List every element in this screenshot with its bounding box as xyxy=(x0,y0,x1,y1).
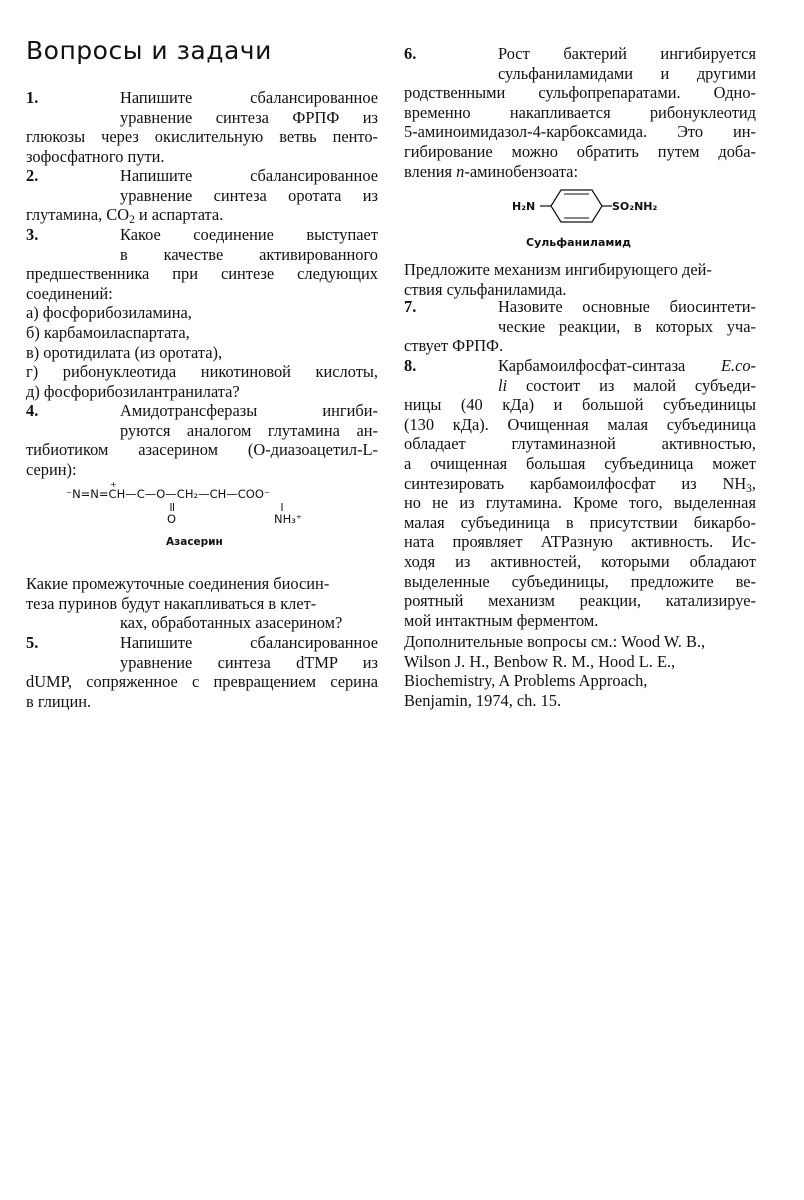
question-line: выделенные субъединицы, предложите ве- xyxy=(404,571,756,591)
list-item: г) рибонуклеотида никотиновой кислоты, xyxy=(26,362,378,382)
question-line: Напишите сбалансированное xyxy=(120,166,378,185)
question-line: ствует ФРПФ. xyxy=(404,336,504,356)
question-line: но не из глутамина. Кроме того, выделенная xyxy=(404,493,756,513)
question-line: Предложите механизм ингибирующего дей- xyxy=(404,260,712,279)
reference-line: Wilson J. H., Benbow R. M., Hood L. E., xyxy=(404,651,676,671)
list-item: в) оротидилата (из оротата), xyxy=(26,342,223,362)
question-line: тибиотиком азасерином (O-диазоацетил-L- xyxy=(26,440,378,460)
list-item: б) карбамоиласпартата, xyxy=(26,322,190,342)
reference-line: Benjamin, 1974, ch. 15. xyxy=(404,690,562,710)
question-number: 8. xyxy=(404,356,417,375)
question-line: обладает глутаминазной активностью, xyxy=(404,434,756,454)
question-line: в глицин. xyxy=(26,691,92,711)
question-4-continued xyxy=(26,574,378,633)
question-number: 6. xyxy=(404,44,417,63)
question-line: сульфаниламидами и другими xyxy=(498,63,756,83)
question-6-continued xyxy=(404,260,756,299)
reference-line: Biochemistry, A Problems Approach, xyxy=(404,671,648,691)
question-line: вления n-аминобензоата: xyxy=(404,161,579,181)
question-line: Карбамоилфосфат-синтаза E.co- xyxy=(498,356,756,375)
azaserine-caption: Азасерин xyxy=(166,536,223,548)
question-line: Какие промежуточные соединения биосин- xyxy=(26,574,330,593)
list-item: д) фосфорибозилантранилата? xyxy=(26,381,240,401)
question-line: 5-аминоимидазол-4-карбоксамида. Это ин- xyxy=(404,122,756,142)
question-line: ницы (40 кДа) и большой субъединицы xyxy=(404,395,756,415)
question-number: 2. xyxy=(26,166,39,185)
question-line: временно накапливается рибонуклеотид xyxy=(404,102,756,122)
question-number: 1. xyxy=(26,88,39,107)
benzene-ring xyxy=(551,190,602,222)
question-line: глюкозы через окислительную ветвь пенто- xyxy=(26,127,378,147)
question-7 xyxy=(404,297,756,356)
question-line: ходя из активностей, которыми обладают xyxy=(404,551,756,571)
question-8 xyxy=(404,356,756,630)
question-line: синтезировать карбамоилфосфат из $NH_3$, xyxy=(404,473,756,495)
question-line: серин): xyxy=(26,459,77,479)
question-2 xyxy=(26,166,378,225)
sulfa-sulfonamide-group: SO₂NH₂ xyxy=(612,200,658,213)
question-line: Рост бактерий ингибируется xyxy=(498,44,756,63)
question-number: 5. xyxy=(26,633,39,652)
question-3 xyxy=(26,225,378,401)
question-line: глутамина, $CO_2$ и аспартата. xyxy=(26,205,224,227)
question-line: малая субъединица в присутствии бикарбо- xyxy=(404,512,756,532)
question-line: ствия сульфаниламида. xyxy=(404,279,567,299)
question-line: (130 кДа). Очищенная малая субъединица xyxy=(404,414,756,434)
azaserine-amino: NH₃⁺ xyxy=(274,512,302,526)
azaserine-plus: + xyxy=(110,480,117,489)
question-line: уравнение синтеза ФРПФ из xyxy=(120,107,378,127)
reference-line: Дополнительные вопросы см.: Wood W. B., xyxy=(404,632,706,651)
azaserine-structure xyxy=(66,478,376,534)
question-line: уравнение синтеза dTMP из xyxy=(120,652,378,672)
question-line: зофосфатного пути. xyxy=(26,146,165,166)
question-line: мой интактным ферментом. xyxy=(404,610,599,630)
section-heading: Вопросы и задачи xyxy=(26,36,272,65)
question-line: соединений: xyxy=(26,283,113,303)
sulfanilamide-caption: Сульфаниламид xyxy=(526,236,631,249)
question-number: 3. xyxy=(26,225,39,244)
question-line: теза пуринов будут накапливаться в клет- xyxy=(26,593,317,613)
azaserine-oxygen: O xyxy=(167,512,177,526)
list-item: а) фосфорибозиламина, xyxy=(26,303,192,323)
question-line: роятный механизм реакции, катализируе- xyxy=(404,591,756,611)
question-line: в качестве активированного xyxy=(120,244,378,264)
question-line: Амидотрансферазы ингиби- xyxy=(120,401,378,420)
question-line: ната проявляет ATPазную активность. Ис- xyxy=(404,532,756,552)
question-line: Напишите сбалансированное xyxy=(120,88,378,107)
question-line: руются аналогом глутамина ан- xyxy=(120,420,378,440)
question-number: 4. xyxy=(26,401,39,420)
question-1 xyxy=(26,88,378,166)
question-line: Напишите сбалансированное xyxy=(120,633,378,652)
question-line: ческие реакции, в которых уча- xyxy=(498,316,756,336)
question-line: ках, обработанных азасерином? xyxy=(120,613,343,633)
question-line: Назовите основные биосинтети- xyxy=(498,297,756,316)
question-4 xyxy=(26,401,378,479)
question-number: 7. xyxy=(404,297,417,316)
question-line: dUMP, сопряженное с превращением серина xyxy=(26,672,378,692)
question-6 xyxy=(404,44,756,181)
question-line: а очищенная большая субъединица может xyxy=(404,453,756,473)
azaserine-formula: ⁻N=N=CH—C—O—CH₂—CH—COO⁻ xyxy=(66,487,270,501)
sulfa-amine-group: H₂N xyxy=(512,200,536,213)
question-line: уравнение синтеза оротата из xyxy=(120,185,378,205)
question-line: родственными сульфопрепаратами. Одно- xyxy=(404,83,756,103)
references xyxy=(404,632,756,710)
question-line: гибирование можно обратить путем доба- xyxy=(404,141,756,161)
question-line: li состоит из малой субъеди- xyxy=(498,375,756,395)
question-line: предшественника при синтезе следующих xyxy=(26,264,378,284)
question-line: Какое соединение выступает xyxy=(120,225,378,244)
sulfanilamide-structure xyxy=(504,186,684,228)
question-5 xyxy=(26,633,378,711)
